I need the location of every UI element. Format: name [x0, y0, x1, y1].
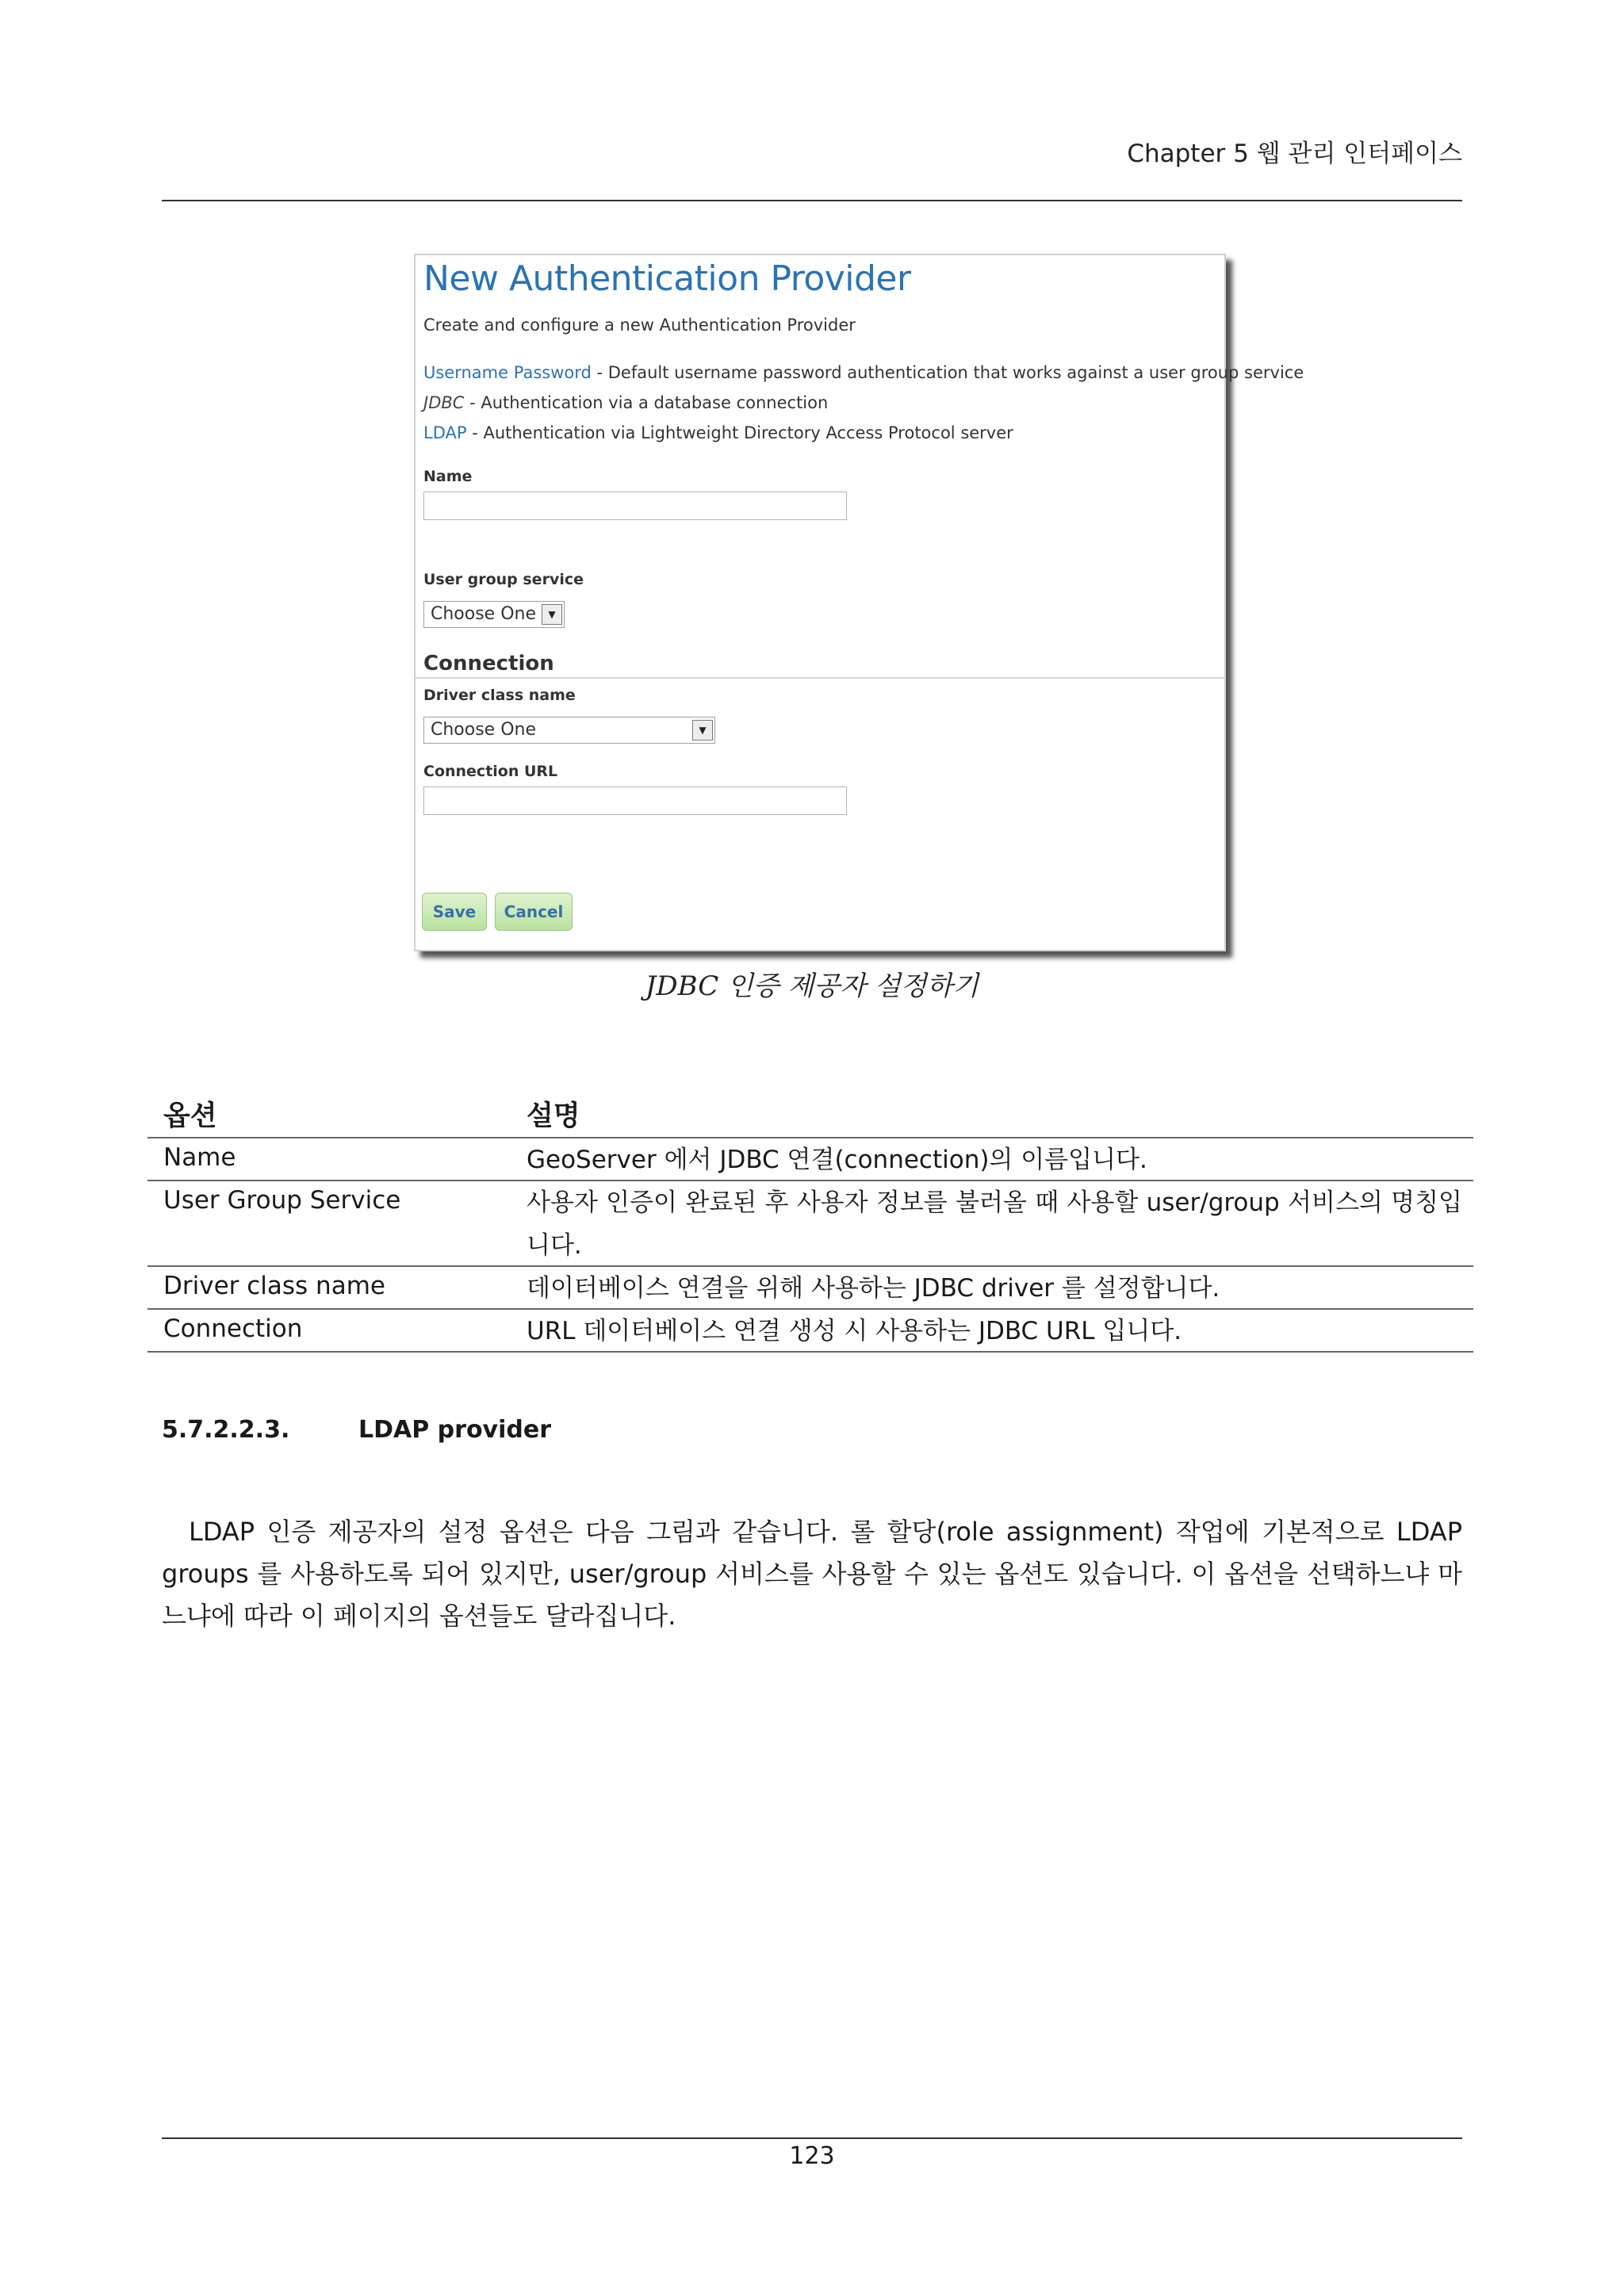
section-divider	[416, 677, 1224, 679]
cancel-button[interactable]: Cancel	[495, 893, 573, 931]
provider-link-ldap[interactable]: LDAP	[423, 423, 467, 442]
page-title: New Authentication Provider	[423, 258, 911, 299]
provider-desc: - Default username password authentication that works against a user group service	[591, 363, 1304, 382]
name-label: Name	[423, 468, 473, 485]
table-row-option: Name	[163, 1143, 236, 1172]
figure-caption: JDBC 인증 제공자 설정하기	[645, 970, 979, 1002]
table-row-option: Driver class name	[163, 1272, 385, 1300]
section-title: LDAP provider	[358, 1416, 552, 1444]
header-rule	[162, 200, 1462, 201]
page-number: 123	[789, 2142, 835, 2170]
table-rule	[147, 1351, 1473, 1353]
name-input[interactable]	[423, 492, 847, 520]
table-row-description: 사용자 인증이 완료된 후 사용자 정보를 불러올 때 사용할 user/group 서비스의 명칭입니다.	[527, 1188, 1462, 1260]
user-group-selected: Choose One	[431, 604, 537, 624]
dropdown-arrow-icon[interactable]: ▼	[542, 604, 562, 625]
table-header-description: 설명	[527, 1100, 580, 1132]
user-group-label: User group service	[423, 571, 584, 588]
driver-class-select[interactable]	[423, 717, 715, 744]
body-paragraph: LDAP 인증 제공자의 설정 옵션은 다음 그림과 같습니다. 롤 할당(role assignment) 작업에 기본적으로 LDAP groups 를 사용하도록 되어 있지만, user/group 서비스를 사용할 수 있는 옵션도 있습니다. 이 옵션을 선택하느냐 마느냐에 따라 이 페이지의 옵션들도 달라집니다.	[162, 1517, 1462, 1631]
running-header: Chapter 5 웹 관리 인터페이스	[1127, 140, 1462, 168]
driver-class-selected: Choose One	[431, 720, 537, 740]
table-row-option: Connection	[163, 1314, 303, 1343]
provider-ldap	[423, 423, 1013, 442]
connection-url-input[interactable]	[423, 786, 847, 815]
user-group-select[interactable]	[423, 601, 565, 628]
table-row-description: 데이터베이스 연결을 위해 사용하는 JDBC driver 를 설정합니다.	[527, 1274, 1220, 1303]
save-button[interactable]: Save	[422, 893, 487, 931]
footer-rule	[162, 2137, 1462, 2139]
provider-link-jdbc[interactable]: JDBC	[423, 393, 465, 412]
connection-url-label: Connection URL	[423, 763, 558, 780]
table-row-description: URL 데이터베이스 연결 생성 시 사용하는 JDBC URL 입니다.	[527, 1317, 1182, 1345]
provider-username-password	[423, 363, 1304, 382]
auth-provider-screenshot	[414, 254, 1304, 951]
section-number: 5.7.2.2.3.	[162, 1416, 290, 1444]
connection-heading: Connection	[423, 652, 554, 675]
provider-jdbc	[423, 393, 828, 412]
provider-link-username-password[interactable]: Username Password	[423, 363, 592, 382]
table-row-option: User Group Service	[163, 1186, 401, 1215]
table-row-description: GeoServer 에서 JDBC 연결(connection)의 이름입니다.	[527, 1146, 1147, 1174]
page-subtitle: Create and configure a new Authentication Provider	[423, 316, 856, 335]
dropdown-arrow-icon[interactable]: ▼	[692, 720, 713, 740]
driver-class-label: Driver class name	[423, 687, 576, 704]
provider-desc: - Authentication via Lightweight Directory Access Protocol server	[466, 423, 1013, 442]
table-header-option: 옵션	[163, 1100, 217, 1132]
provider-desc: - Authentication via a database connection	[464, 393, 829, 412]
